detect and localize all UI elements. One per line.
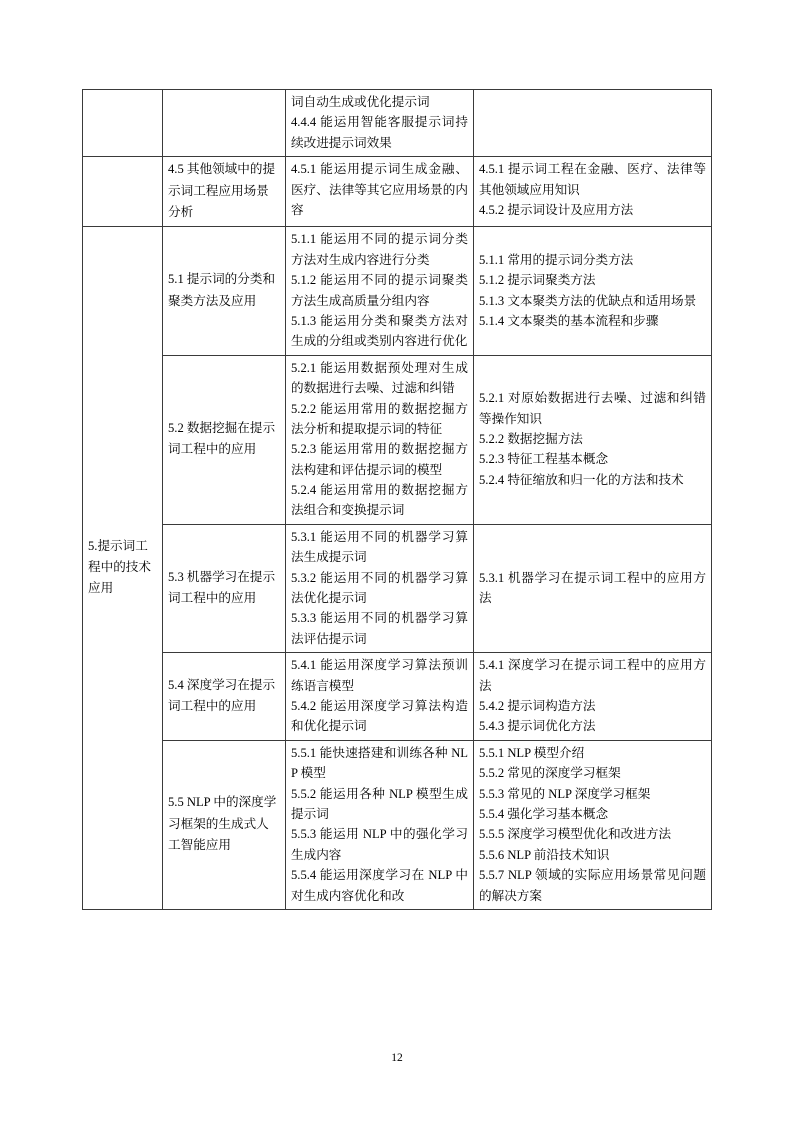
knowledge-item: 5.2.4 特征缩放和归一化的方法和技术 (479, 472, 684, 487)
skill-item: 5.4.2 能运用深度学习算法构造和优化提示词 (291, 698, 468, 734)
table-row (83, 227, 712, 355)
skill-item: 4.4.4 能运用智能客服提示词持续改进提示词效果 (291, 115, 468, 150)
knowledge-item: 5.1.3 文本聚类方法的优缺点和适用场景 (479, 293, 697, 308)
unit-cell-5-2 (163, 355, 286, 524)
skill-item: 5.1.1 能运用不同的提示词分类方法对生成内容进行分类 (291, 232, 468, 267)
knowledge-item: 5.1.4 文本聚类的基本流程和步骤 (479, 313, 659, 328)
knowledge-item: 5.5.7 NLP 领域的实际应用场景常见问题的解决方案 (479, 868, 706, 903)
knowledge-item: 5.5.1 NLP 模型介绍 (479, 745, 585, 760)
knowledge-item: 5.5.5 深度学习模型优化和改进方法 (479, 827, 672, 842)
knowledge-cell-continuation (474, 90, 712, 157)
unit-label: 5.1 提示词的分类和聚类方法及应用 (168, 272, 276, 308)
skill-item: 4.5.1 能运用提示词生成金融、医疗、法律等其它应用场景的内容 (291, 162, 468, 217)
table-row (83, 653, 712, 741)
knowledge-item: 5.3.1 机器学习在提示词工程中的应用方法 (479, 570, 706, 606)
knowledge-cell-5-4 (474, 653, 712, 741)
unit-label: 5.3 机器学习在提示词工程中的应用 (168, 569, 276, 606)
knowledge-cell-4-5 (474, 157, 712, 227)
knowledge-cell-5-1 (474, 227, 712, 355)
table-row (83, 355, 712, 524)
knowledge-cell-5-2 (474, 355, 712, 524)
knowledge-item: 5.2.3 特征工程基本概念 (479, 452, 609, 467)
category-cell-5 (83, 227, 163, 910)
skill-item: 5.5.4 能运用深度学习在 NLP 中对生成内容优化和改 (291, 868, 468, 903)
table-body (83, 90, 712, 910)
unit-cell-5-5 (163, 740, 286, 909)
knowledge-item: 5.2.2 数据挖掘方法 (479, 432, 583, 447)
skill-item: 5.5.2 能运用各种 NLP 模型生成提示词 (291, 786, 468, 821)
skill-item: 5.3.3 能运用不同的机器学习算法评估提示词 (291, 611, 468, 646)
skill-item: 5.4.1 能运用深度学习算法预训练语言模型 (291, 658, 468, 693)
skill-item: 词自动生成或优化提示词 (291, 95, 430, 109)
skill-item: 5.5.1 能快速搭建和训练各种 NLP 模型 (291, 745, 468, 781)
table-row (83, 157, 712, 227)
unit-cell-5-1 (163, 227, 286, 355)
unit-label: 5.4 深度学习在提示词工程中的应用 (168, 677, 276, 713)
category-cell-continuation (83, 90, 163, 157)
knowledge-item: 5.5.3 常见的 NLP 深度学习框架 (479, 786, 651, 801)
knowledge-item: 4.5.2 提示词设计及应用方法 (479, 202, 634, 217)
unit-label: 5.2 数据挖掘在提示词工程中的应用 (168, 420, 276, 457)
table-row (83, 90, 712, 157)
knowledge-cell-5-5 (474, 740, 712, 909)
skill-item: 5.5.3 能运用 NLP 中的强化学习生成内容 (291, 827, 468, 862)
skills-cell-5-3 (286, 524, 474, 652)
skills-cell-5-5 (286, 740, 474, 909)
knowledge-item: 4.5.1 提示词工程在金融、医疗、法律等其他领域应用知识 (479, 162, 706, 197)
skills-cell-5-2 (286, 355, 474, 524)
knowledge-item: 5.2.1 对原始数据进行去噪、过滤和纠错等操作知识 (479, 391, 706, 426)
skill-item: 5.3.1 能运用不同的机器学习算法生成提示词 (291, 529, 468, 565)
skill-item: 5.2.2 能运用常用的数据挖掘方法分析和提取提示词的特征 (291, 401, 468, 436)
page-number: 12 (391, 1052, 403, 1064)
knowledge-item: 5.1.1 常用的提示词分类方法 (479, 252, 634, 267)
skills-cell-4-5 (286, 157, 474, 227)
knowledge-item: 5.5.6 NLP 前沿技术知识 (479, 847, 610, 862)
skill-item: 5.2.4 能运用常用的数据挖掘方法组合和变换提示词 (291, 483, 468, 518)
unit-cell-5-3 (163, 524, 286, 652)
knowledge-item: 5.4.3 提示词优化方法 (479, 719, 596, 734)
knowledge-item: 5.4.1 深度学习在提示词工程中的应用方法 (479, 658, 706, 693)
knowledge-item: 5.5.4 强化学习基本概念 (479, 806, 609, 821)
unit-cell-5-4 (163, 653, 286, 741)
knowledge-cell-5-3 (474, 524, 712, 652)
skill-item: 5.1.2 能运用不同的提示词聚类方法生成高质量分组内容 (291, 273, 468, 308)
skill-item: 5.3.2 能运用不同的机器学习算法优化提示词 (291, 570, 468, 606)
knowledge-item: 5.5.2 常见的深度学习框架 (479, 766, 621, 781)
unit-label: 4.5 其他领域中的提示词工程应用场景分析 (168, 162, 276, 219)
skill-item: 5.1.3 能运用分类和聚类方法对生成的分组或类别内容进行优化 (291, 313, 468, 349)
skill-item: 5.2.3 能运用常用的数据挖掘方法构建和评估提示词的模型 (291, 442, 468, 477)
knowledge-item: 5.4.2 提示词构造方法 (479, 698, 596, 713)
knowledge-item: 5.1.2 提示词聚类方法 (479, 273, 596, 288)
skills-cell-continuation (286, 90, 474, 157)
unit-cell-continuation (163, 90, 286, 157)
table-row (83, 524, 712, 652)
curriculum-table (82, 89, 712, 910)
unit-label: 5.5 NLP 中的深度学习框架的生成式人工智能应用 (168, 795, 277, 853)
category-cell-empty (83, 157, 163, 227)
skills-cell-5-4 (286, 653, 474, 741)
unit-cell-4-5 (163, 157, 286, 227)
skill-item: 5.2.1 能运用数据预处理对生成的数据进行去噪、过滤和纠错 (291, 360, 468, 396)
table-row (83, 740, 712, 909)
category-label: 5.提示词工程中的技术应用 (88, 538, 151, 596)
skills-cell-5-1 (286, 227, 474, 355)
